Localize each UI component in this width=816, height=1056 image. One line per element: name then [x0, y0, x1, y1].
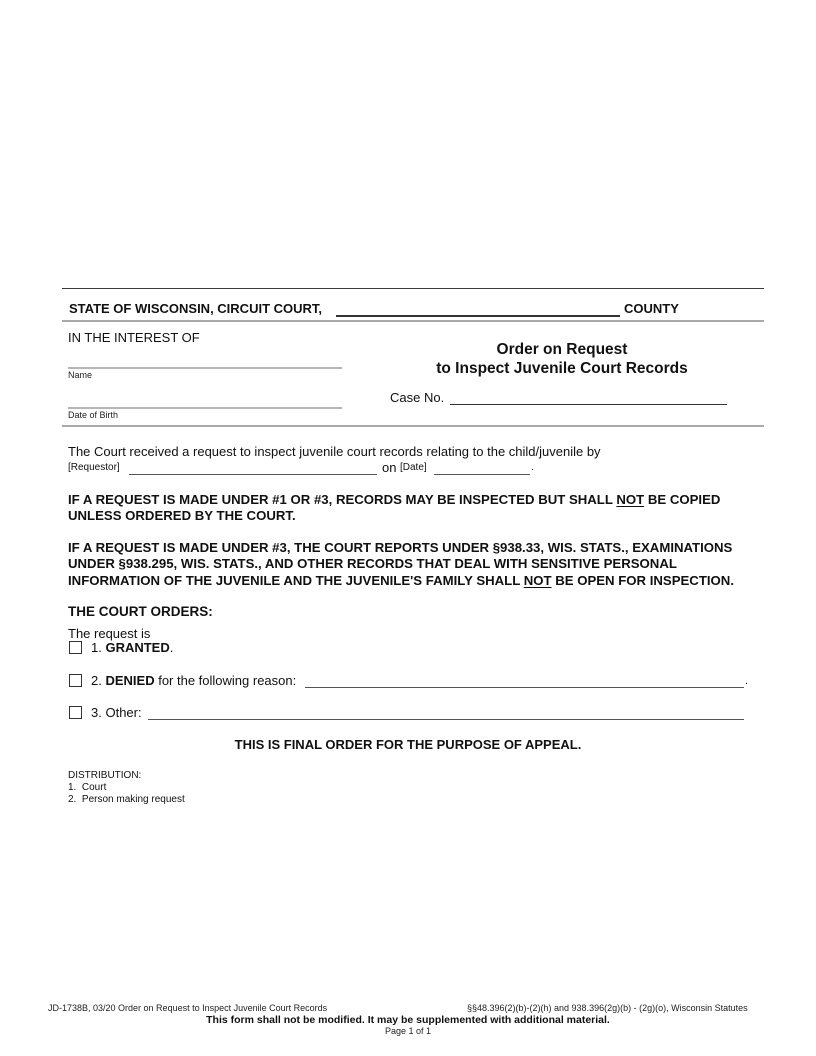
notice-copying-not: NOT — [616, 492, 645, 507]
notice-copying — [68, 492, 758, 525]
notice-sensitive-text-1: IF A REQUEST IS MADE UNDER #3, THE COURT REPORTS UNDER §938.33, WIS. STATS., EXAMINATIONS UNDER §938.295, WIS. STATS., AND OTHER RECORDS THAT DEAL WITH SENSITIVE PERSONAL INFORMATION OF THE JUVENILE AND THE JUVENILE'S FAMILY SHALL — [68, 540, 733, 588]
date-label: [Date] — [400, 462, 427, 473]
distribution-item-requestor: 2. Person making request — [68, 794, 185, 805]
granted-option — [91, 640, 173, 655]
granted-checkbox[interactable] — [69, 641, 82, 654]
granted-number: 1. — [91, 640, 102, 655]
distribution-item-court: 1. Court — [68, 782, 107, 793]
footer-notice: This form shall not be modified. It may be supplemented with additional material. — [206, 1014, 610, 1026]
name-field[interactable] — [68, 367, 342, 369]
county-label: COUNTY — [624, 301, 679, 316]
notice-copying-text-2: BE COPIED UNLESS ORDERED BY THE COURT. — [68, 492, 721, 524]
caption-divider — [62, 425, 764, 427]
notice-sensitive — [68, 540, 758, 589]
date-period: . — [531, 462, 534, 473]
granted-label: GRANTED — [105, 640, 170, 655]
denied-number: 2. — [91, 673, 102, 688]
other-option — [91, 705, 142, 720]
intro-text: The Court received a request to inspect juvenile court records relating to the child/juvenile by — [68, 444, 601, 459]
denied-reason-label: for the following reason: — [154, 673, 297, 688]
form-title-line2: to Inspect Juvenile Court Records — [436, 360, 688, 377]
form-title-line1: Order on Request — [496, 341, 628, 358]
date-field[interactable] — [434, 474, 530, 475]
other-checkbox[interactable] — [69, 706, 82, 719]
case-no-field[interactable] — [450, 404, 727, 405]
final-order-statement: THIS IS FINAL ORDER FOR THE PURPOSE OF APPEAL. — [234, 737, 582, 752]
denied-option — [91, 673, 296, 688]
dob-label: Date of Birth — [68, 410, 119, 420]
dob-field[interactable] — [68, 407, 342, 409]
top-border — [62, 288, 764, 289]
notice-sensitive-not: NOT — [523, 572, 552, 588]
notice-copying-text-1: IF A REQUEST IS MADE UNDER #1 OR #3, RECORDS MAY BE INSPECTED BUT SHALL — [68, 492, 617, 507]
footer-statutes: §§48.396(2)(b)-(2)(h) and 938.396(2g)(b) - (2g)(o), Wisconsin Statutes — [467, 1003, 748, 1013]
distribution-heading: DISTRIBUTION: — [68, 770, 142, 781]
granted-period: . — [169, 640, 174, 655]
requestor-field[interactable] — [129, 474, 377, 475]
denied-period: . — [745, 675, 749, 687]
denied-checkbox[interactable] — [69, 674, 82, 687]
other-number: 3. — [91, 705, 102, 720]
on-label: on — [382, 460, 397, 475]
name-label: Name — [68, 370, 93, 380]
in-the-interest-of-label: IN THE INTEREST OF — [68, 330, 200, 345]
court-orders-heading: THE COURT ORDERS: — [68, 604, 213, 619]
header-divider — [62, 320, 764, 322]
other-label: Other: — [105, 705, 142, 720]
denied-reason-field[interactable] — [305, 687, 744, 688]
county-field[interactable] — [336, 315, 620, 317]
other-field[interactable] — [148, 719, 744, 720]
request-is-label: The request is — [68, 626, 151, 641]
denied-label: DENIED — [105, 673, 155, 688]
footer-form-id: JD-1738B, 03/20 Order on Request to Inspect Juvenile Court Records — [48, 1003, 328, 1013]
requestor-label: [Requestor] — [68, 462, 120, 473]
case-no-label: Case No. — [390, 390, 445, 405]
footer-page-number: Page 1 of 1 — [384, 1026, 432, 1036]
notice-sensitive-text-2: BE OPEN FOR INSPECTION. — [551, 572, 734, 588]
court-header: STATE OF WISCONSIN, CIRCUIT COURT, — [69, 301, 323, 316]
